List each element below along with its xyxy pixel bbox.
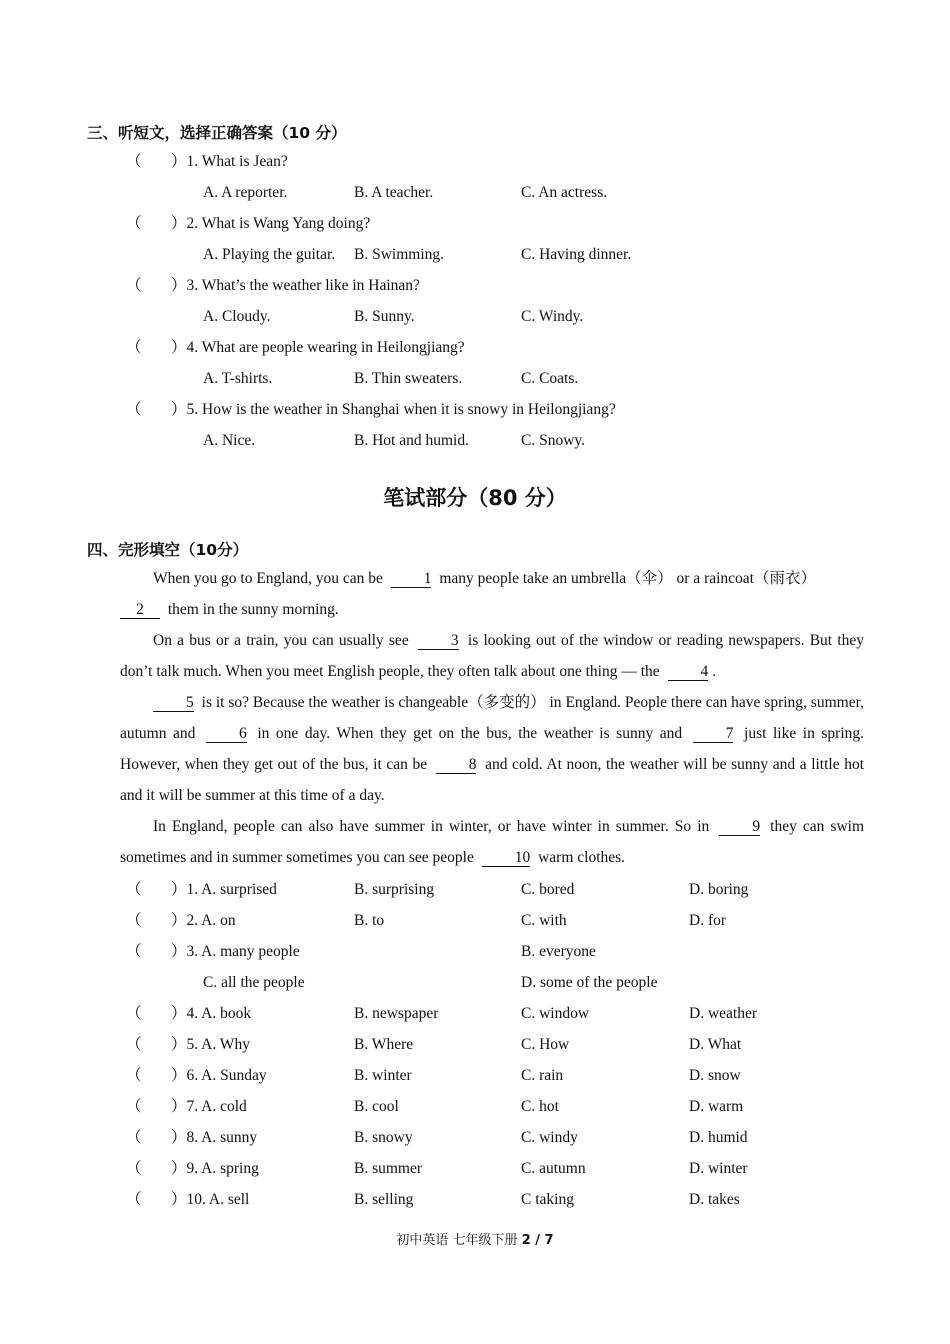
option-c: C. An actress. — [521, 184, 608, 201]
option-b: B. to — [354, 912, 385, 929]
option-c: C. with — [521, 912, 567, 929]
text: in one day. When they get on the bus, the weather is sunny and — [257, 725, 683, 742]
answer-paren: （ — [126, 881, 142, 898]
cloze-blank-4: 4 — [668, 663, 709, 681]
option-a: ）1. A. surprised — [171, 881, 277, 898]
cloze-blank-2: 2 — [120, 601, 160, 619]
cloze-blank-1: 1 — [391, 570, 432, 588]
cloze-blank-5: 5 — [153, 694, 194, 712]
text: warm clothes. — [538, 849, 626, 866]
question-text: ）1. What is Jean? — [171, 153, 288, 170]
option-d: D. winter — [689, 1160, 748, 1177]
option-d: D. for — [689, 912, 727, 929]
cloze-blank-7: 7 — [693, 725, 734, 743]
text: In England, people can also have summer in winter, or have winter in summer. So in — [153, 818, 710, 835]
option-b: B. Thin sweaters. — [354, 370, 463, 387]
option-d: D. snow — [689, 1067, 741, 1084]
answer-paren: （ — [126, 215, 142, 232]
option-c: C. all the people — [203, 974, 305, 991]
option-c: C. rain — [521, 1067, 564, 1084]
option-a: ）6. A. Sunday — [171, 1067, 267, 1084]
answer-paren: （ — [126, 1129, 142, 1146]
option-d: D. takes — [689, 1191, 740, 1208]
written-part-title: 笔试部分（80 分） — [383, 486, 567, 510]
answer-paren: （ — [126, 1098, 142, 1115]
cloze-paragraph-3 — [120, 687, 864, 811]
answer-paren: （ — [126, 1160, 142, 1177]
answer-paren: （ — [126, 943, 142, 960]
answer-paren: （ — [126, 277, 142, 294]
answer-paren: （ — [126, 1067, 142, 1084]
option-d: D. What — [689, 1036, 742, 1053]
cloze-blank-9: 9 — [719, 818, 760, 836]
option-a: ）4. A. book — [171, 1005, 252, 1022]
answer-paren: （ — [126, 339, 142, 356]
question-text: ）2. What is Wang Yang doing? — [171, 215, 371, 232]
option-b: B. Sunny. — [354, 308, 415, 325]
text: is it so? Because the weather is changeable（多变的） in England. People there can have spring, summer, autumn and — [120, 694, 864, 742]
page-number: 2 / 7 — [521, 1233, 554, 1248]
option-a: A. Cloudy. — [203, 308, 271, 325]
option-c: C. Windy. — [521, 308, 584, 325]
cloze-paragraph-2 — [120, 625, 864, 687]
option-b: B. Hot and humid. — [354, 432, 469, 449]
answer-paren: （ — [126, 1005, 142, 1022]
option-a: A. T-shirts. — [203, 370, 273, 387]
text: and cold. At noon, the weather will be sunny and a little hot and it will be summer at this time of a day. — [120, 756, 865, 804]
answer-paren: （ — [126, 1036, 142, 1053]
answer-paren: （ — [126, 912, 142, 929]
text: is looking out of the window or reading newspapers. But they don’t talk much. When you meet English people, they often talk about one thing — the — [120, 632, 865, 680]
option-d: D. weather — [689, 1005, 757, 1022]
option-a: ）10. A. sell — [171, 1191, 250, 1208]
option-a: A. Nice. — [203, 432, 256, 449]
option-a: A. A reporter. — [203, 184, 288, 201]
text: they can swim sometimes and in summer sometimes you can see people — [120, 818, 865, 866]
question-text: ）4. What are people wearing in Heilongjiang? — [171, 339, 465, 356]
option-d: D. warm — [689, 1098, 744, 1115]
option-c: C taking — [521, 1191, 574, 1208]
option-a: ）2. A. on — [171, 912, 236, 929]
text: When you go to England, you can be — [153, 570, 383, 587]
cloze-paragraph-1-cont — [120, 594, 864, 625]
option-a: ）7. A. cold — [171, 1098, 247, 1115]
cloze-paragraph-4 — [120, 811, 864, 873]
option-c: C. autumn — [521, 1160, 586, 1177]
option-a: ）3. A. many people — [171, 943, 300, 960]
option-b: B. newspaper — [354, 1005, 439, 1022]
cloze-blank-10: 10 — [482, 849, 531, 867]
text: . — [712, 663, 717, 680]
option-a: A. Playing the guitar. — [203, 246, 336, 263]
footer-text: 初中英语 七年级下册 — [396, 1233, 518, 1248]
cloze-paragraph-1 — [120, 563, 864, 594]
option-b: B. winter — [354, 1067, 412, 1084]
option-b: B. Where — [354, 1036, 414, 1053]
option-c: C. windy — [521, 1129, 578, 1146]
option-c: C. Coats. — [521, 370, 579, 387]
option-d: D. boring — [689, 881, 749, 898]
question-text: ）5. How is the weather in Shanghai when it is snowy in Heilongjiang? — [171, 401, 616, 418]
option-a: ）8. A. sunny — [171, 1129, 258, 1146]
text: many people take an umbrella（伞） or a raincoat（雨衣） — [439, 570, 816, 587]
option-c: C. bored — [521, 881, 575, 898]
text: just like in spring. However, when they get out of the bus, it can be — [120, 725, 865, 773]
option-a: ）5. A. Why — [171, 1036, 250, 1053]
answer-paren: （ — [126, 401, 142, 418]
option-b: B. cool — [354, 1098, 399, 1115]
option-b: B. Swimming. — [354, 246, 445, 263]
question-text: ）3. What’s the weather like in Hainan? — [171, 277, 420, 294]
option-b: B. snowy — [354, 1129, 413, 1146]
option-c: C. window — [521, 1005, 590, 1022]
answer-paren: （ — [126, 153, 142, 170]
option-c: C. Having dinner. — [521, 246, 632, 263]
option-b: B. selling — [354, 1191, 414, 1208]
text: On a bus or a train, you can usually see — [153, 632, 409, 649]
option-c: C. hot — [521, 1098, 559, 1115]
option-c: C. How — [521, 1036, 570, 1053]
option-b: B. everyone — [521, 943, 596, 960]
option-d: D. some of the people — [521, 974, 658, 991]
option-c: C. Snowy. — [521, 432, 586, 449]
section-4-title: 四、完形填空（10分） — [87, 541, 249, 559]
option-b: B. A teacher. — [354, 184, 434, 201]
answer-paren: （ — [126, 1191, 142, 1208]
cloze-blank-8: 8 — [436, 756, 477, 774]
text: them in the sunny morning. — [167, 601, 339, 618]
section-3-title: 三、听短文，选择正确答案（10 分） — [87, 124, 347, 142]
option-b: B. surprising — [354, 881, 435, 898]
option-b: B. summer — [354, 1160, 423, 1177]
option-d: D. humid — [689, 1129, 748, 1146]
cloze-blank-3: 3 — [418, 632, 459, 650]
cloze-blank-6: 6 — [206, 725, 247, 743]
page-footer — [0, 1229, 950, 1248]
option-a: ）9. A. spring — [171, 1160, 259, 1177]
